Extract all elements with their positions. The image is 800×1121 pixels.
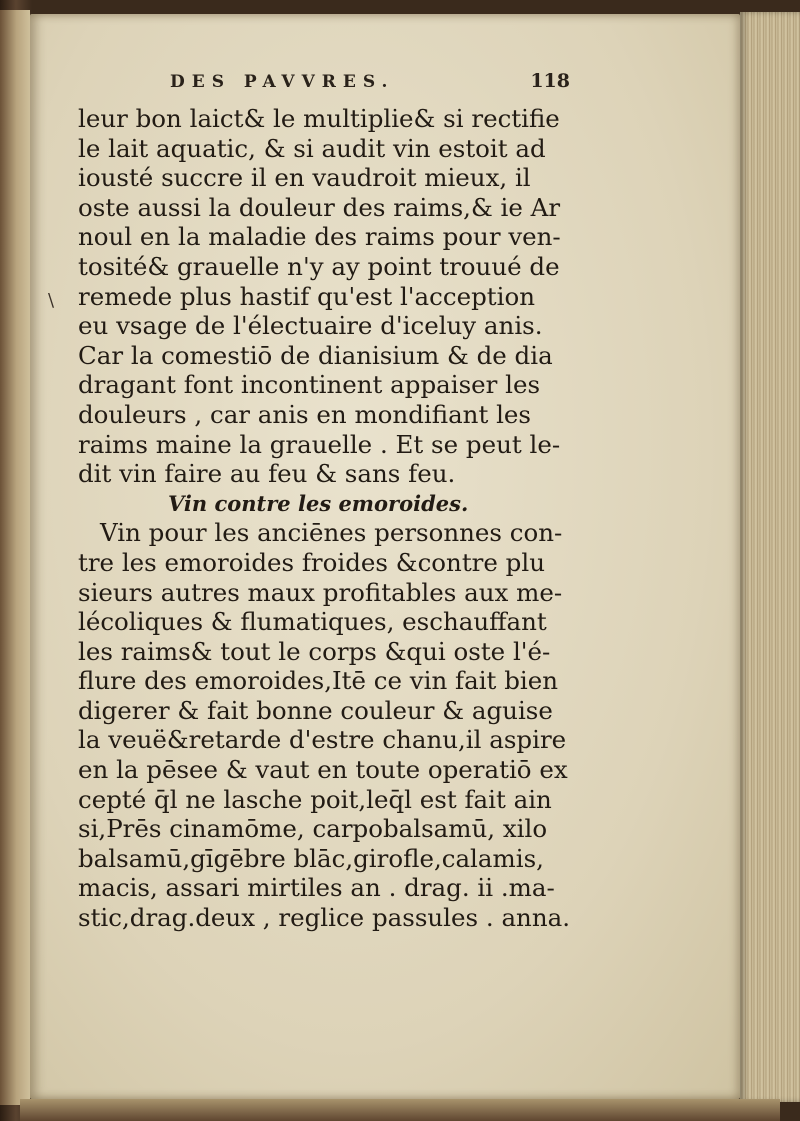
text-line: Car la comestiō de dianisium & de dia xyxy=(78,340,553,370)
section-heading: Vin contre les emoroides. xyxy=(168,490,469,516)
text-line: en la pēsee & vaut en toute operatiō ex xyxy=(78,755,568,785)
text-line: digerer & fait bonne couleur & aguise xyxy=(78,695,553,725)
text-line: iousté succre il en vaudroit mieux, il xyxy=(78,163,531,193)
text-line: Vin pour les anciēnes personnes con- xyxy=(100,518,563,548)
text-line: lécoliques & flumatiques, eschauffant xyxy=(78,607,547,637)
text-line: la veuë&retarde d'estre chanu,il aspire xyxy=(78,725,567,755)
text-line: tosité& grauelle n'y ay point trouué de xyxy=(78,251,560,281)
bottom-edge xyxy=(20,1099,780,1121)
text-line: douleurs , car anis en mondifiant les xyxy=(78,399,531,429)
text-line: oste aussi la douleur des raims,& ie Ar xyxy=(78,192,561,222)
right-page-stack xyxy=(740,12,800,1102)
text-line: leur bon laict& le multiplie& si rectifie xyxy=(78,104,560,133)
body-text xyxy=(78,104,578,933)
page-header xyxy=(170,72,570,102)
page-number: 118 xyxy=(530,70,570,92)
text-line: dit vin faire au feu & sans feu. xyxy=(78,459,456,489)
text-line: balsamū,gīgēbre blāc,girofle,calamis, xyxy=(78,843,544,873)
text-line: noul en la maladie des raims pour ven- xyxy=(78,222,561,252)
text-line: dragant font incontinent appaiser les xyxy=(78,370,541,400)
text-line: le lait aquatic, & si audit vin estoit ad xyxy=(78,133,546,163)
text-line: stic,drag.deux , reglice passules . anna. xyxy=(78,903,570,933)
text-line: raims maine la grauelle . Et se peut le- xyxy=(78,429,561,459)
text-line: flure des emoroides,Itē ce vin fait bien xyxy=(78,666,558,696)
left-page-edge xyxy=(0,10,30,1105)
text-line: si,Prēs cinamōme, carpobalsamū, xilo xyxy=(78,814,548,844)
margin-mark: \ xyxy=(48,290,55,311)
running-title: DES PAVVRES. xyxy=(170,72,395,92)
text-line: remede plus hastif qu'est l'acception xyxy=(78,281,535,311)
text-line: macis, assari mirtiles an . drag. ii .ma- xyxy=(78,873,555,903)
text-line: cepté q̄l ne lasche poit,leq̄l est fait ain xyxy=(78,784,552,814)
text-line: sieurs autres maux profitables aux me- xyxy=(78,577,563,607)
text-line: les raims& tout le corps &qui oste l'é- xyxy=(78,636,551,666)
text-line: eu vsage de l'électuaire d'iceluy anis. xyxy=(78,311,543,341)
text-line: tre les emoroides froides &contre plu xyxy=(78,547,545,577)
